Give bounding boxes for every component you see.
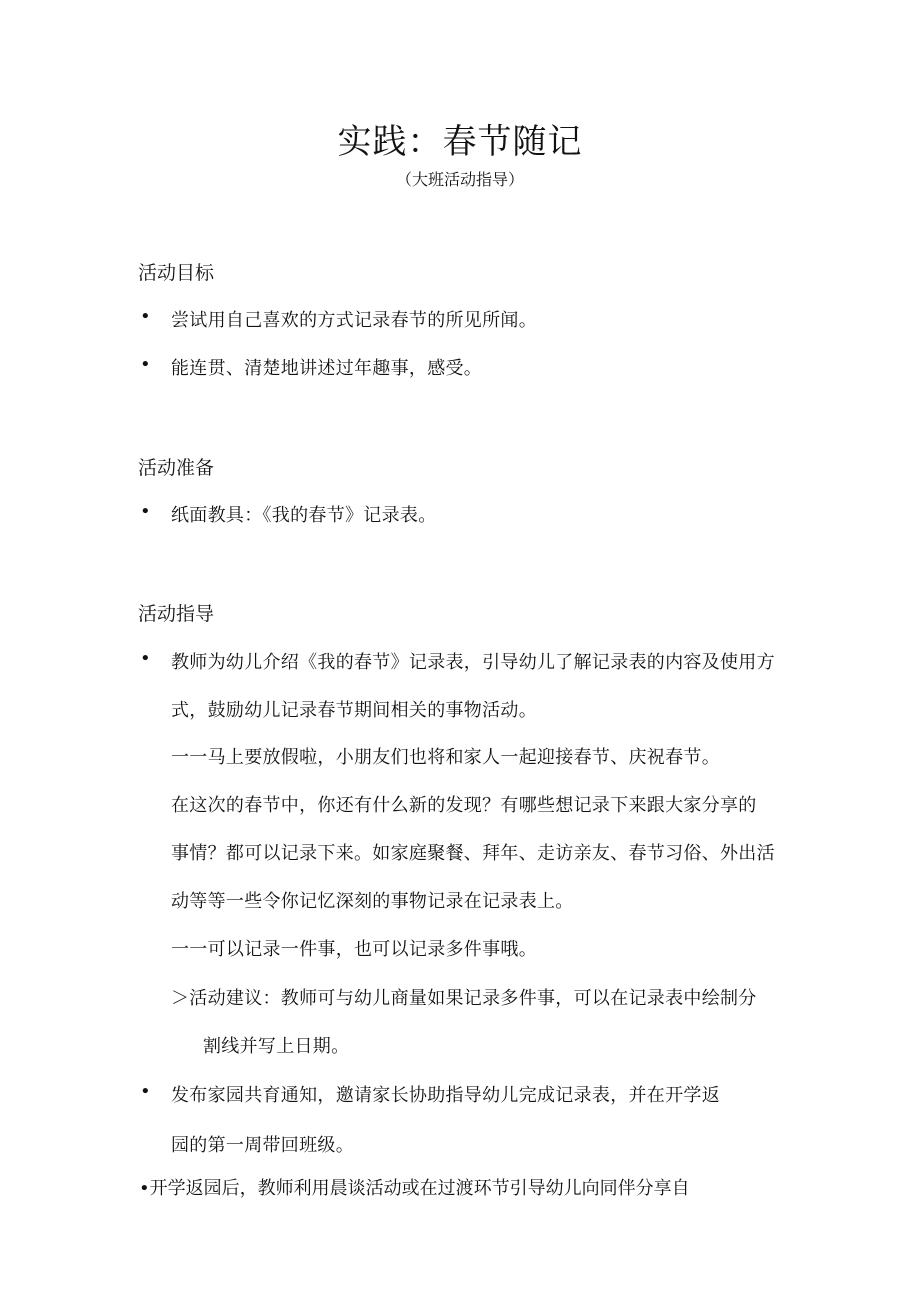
guide-line-4: 在这次的春节中，你还有什么新的发现？有哪些想记录下来跟大家分享的 <box>171 795 757 816</box>
section-heading-goals: 活动目标 <box>138 262 215 284</box>
guide-line-6: 动等等一些令你记忆深刻的事物记录在记录表上。 <box>171 891 574 912</box>
prep-item-1: 纸面教具：《我的春节》记录表。 <box>171 505 437 526</box>
document-title: 实践：春节随记 <box>337 122 583 162</box>
bullet-marker: • <box>140 354 151 375</box>
section-heading-guide: 活动指导 <box>138 603 215 625</box>
guide-line-3: 一一马上要放假啦，小朋友们也将和家人一起迎接春节、庆祝春节。 <box>171 747 720 768</box>
section-heading-prep: 活动准备 <box>138 457 215 479</box>
guide-line-2: 式，鼓励幼儿记录春节期间相关的事物活动。 <box>171 700 537 721</box>
guide-line-1: 教师为幼儿介绍《我的春节》记录表，引导幼儿了解记录表的内容及使用方 <box>171 652 775 673</box>
guide-line-8: ＞活动建议：教师可与幼儿商量如果记录多件事，可以在记录表中绘制分 <box>171 988 757 1009</box>
guide-line-9: 割线并写上日期。 <box>203 1036 350 1057</box>
guide-line-11: 园的第一周带回班级。 <box>171 1135 354 1156</box>
goal-item-1: 尝试用自己喜欢的方式记录春节的所见所闻。 <box>171 310 537 331</box>
guide-line-10: 发布家园共育通知，邀请家长协助指导幼儿完成记录表，并在开学返 <box>171 1085 720 1106</box>
bullet-marker: • <box>140 306 151 327</box>
guide-line-12: •开学返园后，教师利用晨谈活动或在过渡环节引导幼儿向同伴分享自 <box>139 1178 690 1199</box>
document-subtitle: （大班活动指导） <box>395 170 524 189</box>
guide-line-5: 事情？都可以记录下来。如家庭聚餐、拜年、走访亲友、春节习俗、外出活 <box>171 843 775 864</box>
bullet-marker: • <box>140 648 151 669</box>
goal-item-2: 能连贯、清楚地讲述过年趣事，感受。 <box>171 358 483 379</box>
bullet-marker: • <box>140 501 151 522</box>
guide-line-7: 一一可以记录一件事，也可以记录多件事哦。 <box>171 939 537 960</box>
bullet-marker: • <box>140 1081 151 1102</box>
